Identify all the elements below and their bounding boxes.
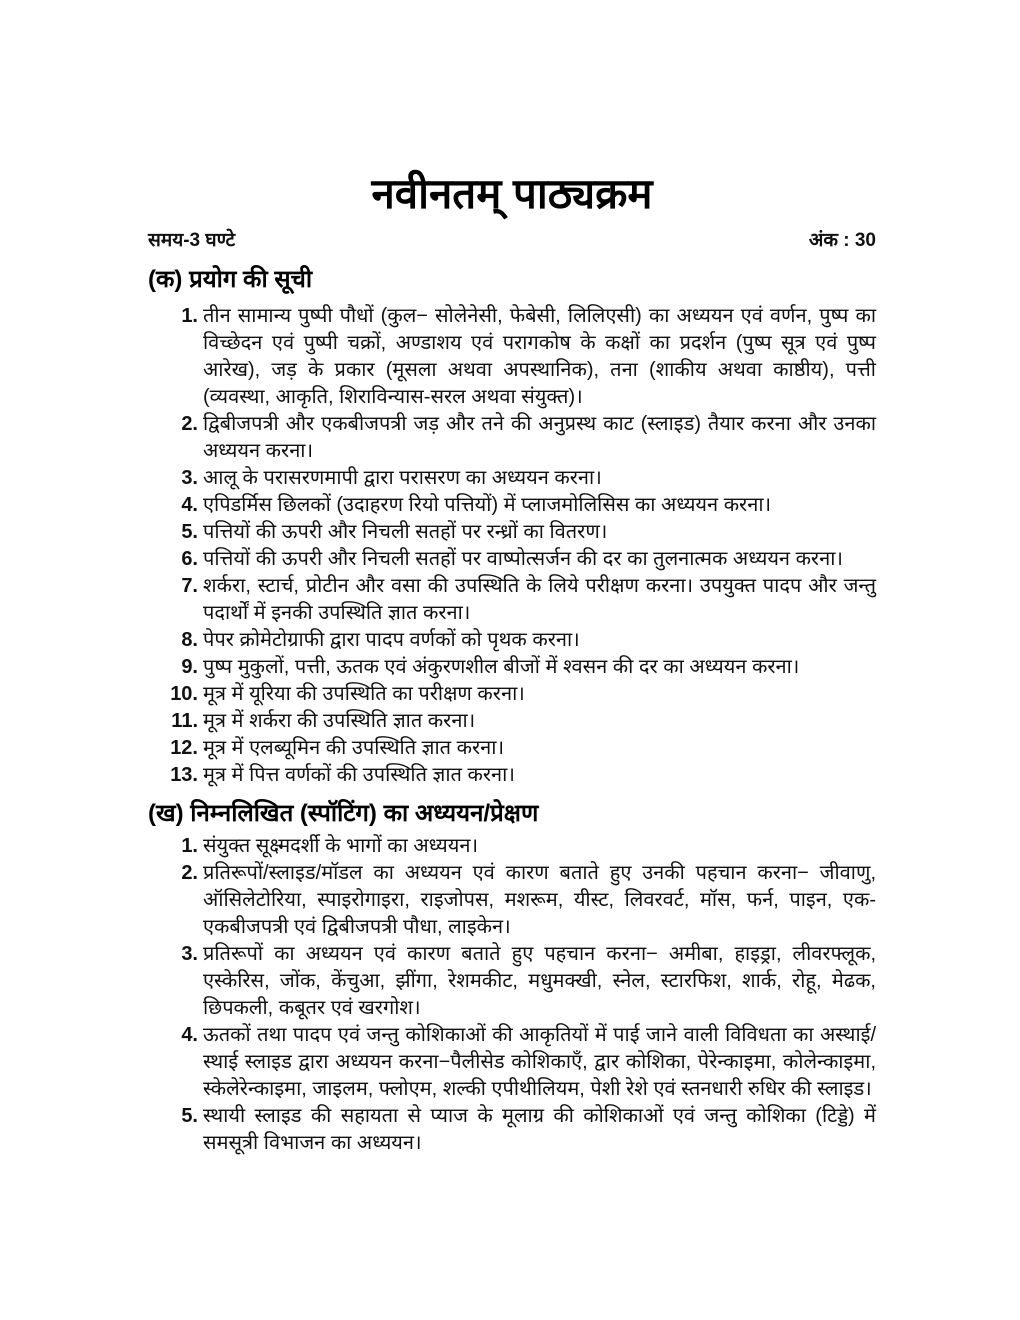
- list-item-text: शर्करा, स्टार्च, प्रोटीन और वसा की उपस्थिति के लिये परीक्षण करना। उपयुक्त पादप और जन्तु पदार्थों में इनकी उपस्थिति ज्ञात करना।: [203, 575, 876, 624]
- list-item-text: स्थायी स्लाइड की सहायता से प्याज के मूलाग्र की कोशिकाओं एवं जन्तु कोशिका (टिड्डे) में समसूत्री विभाजन का अध्ययन।: [203, 1105, 876, 1154]
- list-item: [148, 1022, 876, 1103]
- list-item-number: 13.: [170, 764, 198, 786]
- section-spotting-list: [148, 797, 876, 1157]
- list-item-number: 7.: [181, 575, 198, 597]
- list-item-number: 6.: [181, 548, 198, 570]
- list-item: [148, 465, 876, 492]
- list-item-number: 3.: [181, 467, 198, 489]
- section-experiment-list: [148, 263, 876, 789]
- list-item-number: 4.: [181, 1024, 198, 1046]
- list-item-text: आलू के परासरणमापी द्वारा परासरण का अध्ययन करना।: [203, 467, 602, 489]
- list-item: [148, 708, 876, 735]
- list-item: [148, 860, 876, 941]
- list-item-number: 1.: [181, 835, 198, 857]
- list-item-number: 11.: [171, 710, 198, 732]
- list-item: [148, 654, 876, 681]
- marks-label: अंक : 30: [808, 230, 876, 251]
- list-item: [148, 519, 876, 546]
- list-item-text: एपिडर्मिस छिलकों (उदाहरण रियो पत्तियों) में प्लाजमोलिसिस का अध्ययन करना।: [203, 494, 772, 516]
- list-item-text: ऊतकों तथा पादप एवं जन्तु कोशिकाओं की आकृतियों में पाई जाने वाली विविधता का अस्थाई/स्थाई स्लाइड द्वारा अध्ययन करना−पैलीसेड कोशिकाएँ, द्वार कोशिका, पेरेन्काइमा, कोलेन्काइमा, स्केलेरेन्काइमा, जाइलम, फ्लोएम, शल्की एपीथीलियम, पेशी रेशे एवं स्तनधारी रुधिर की स्लाइड।: [203, 1024, 876, 1100]
- list-item: [148, 411, 876, 465]
- page-title: नवीनतम् पाठ्यक्रम: [371, 170, 653, 217]
- list-item: [148, 492, 876, 519]
- list-item: [148, 573, 876, 627]
- list-item-text: पत्तियों की ऊपरी और निचली सतहों पर वाष्पोत्सर्जन की दर का तुलनात्मक अध्ययन करना।: [203, 548, 843, 570]
- list-item: [148, 303, 876, 411]
- list-item-text: मूत्र में पित्त वर्णकों की उपस्थिति ज्ञात करना।: [203, 764, 515, 786]
- list-item-number: 2.: [181, 413, 198, 435]
- list-item: [148, 681, 876, 708]
- list-item-number: 5.: [181, 521, 198, 543]
- list-item: [148, 1103, 876, 1157]
- list-item-number: 3.: [181, 943, 198, 965]
- list-item-number: 12.: [170, 737, 198, 759]
- list-item-text: मूत्र में यूरिया की उपस्थिति का परीक्षण करना।: [203, 683, 525, 705]
- list-item-text: प्रतिरूपों/स्लाइड/मॉडल का अध्ययन एवं कारण बताते हुए उनकी पहचान करना− जीवाणु, ऑसिलेटोरिया, स्पाइरोगाइरा, राइजोपस, मशरूम, यीस्ट, लिवरवर्ट, मॉस, फर्न, पाइन, एक-एकबीजपत्री एवं द्विबीजपत्री पौधा, लाइकेन।: [203, 862, 876, 938]
- list-item-number: 5.: [181, 1105, 198, 1127]
- list-item: [148, 627, 876, 654]
- list-item-text: पत्तियों की ऊपरी और निचली सतहों पर रन्ध्रों का वितरण।: [203, 521, 608, 543]
- list-item: [148, 762, 876, 789]
- list-item-text: मूत्र में एलब्यूमिन की उपस्थिति ज्ञात करना।: [203, 737, 505, 759]
- time-label: समय-3 घण्टे: [148, 230, 236, 251]
- list-item-text: पुष्प मुकुलों, पत्ती, ऊतक एवं अंकुरणशील बीजों में श्वसन की दर का अध्ययन करना।: [203, 656, 800, 678]
- spotting-list: [148, 833, 876, 1157]
- list-item: [148, 546, 876, 573]
- list-item-text: प्रतिरूपों का अध्ययन एवं कारण बताते हुए पहचान करना− अमीबा, हाइड्रा, लीवरफ्लूक, एस्केरिस, जोंक, केंचुआ, झींगा, रेशमकीट, मधुमक्खी, स्नेल, स्टारफिश, शार्क, रोहू, मेढक, छिपकली, कबूतर एवं खरगोश।: [203, 943, 876, 1019]
- list-item-text: संयुक्त सूक्ष्मदर्शी के भागों का अध्ययन।: [203, 835, 479, 857]
- experiment-list: [148, 303, 876, 789]
- list-item-number: 4.: [181, 494, 198, 516]
- section-heading-spotting: (ख) निम्नलिखित (स्पॉटिंग) का अध्ययन/प्रेक्षण: [148, 800, 539, 827]
- list-item-text: मूत्र में शर्करा की उपस्थिति ज्ञात करना।: [203, 710, 476, 732]
- list-item-number: 10.: [170, 683, 198, 705]
- list-item-number: 2.: [181, 862, 198, 884]
- list-item: [148, 735, 876, 762]
- list-item-number: 9.: [181, 656, 198, 678]
- section-heading-experiments: (क) प्रयोग की सूची: [148, 266, 313, 293]
- list-item-text: तीन सामान्य पुष्पी पौधों (कुल− सोलेनेसी, फेबेसी, लिलिएसी) का अध्ययन एवं वर्णन, पुष्प का विच्छेदन एवं पुष्पी चक्रों, अण्डाशय एवं परागकोष के कक्षों का प्रदर्शन (पुष्प सूत्र एवं पुष्प आरेख), जड़ के प्रकार (मूसला अथवा अपस्थानिक), तना (शाकीय अथवा काष्ठीय), पत्ती (व्यवस्था, आकृति, शिराविन्यास-सरल अथवा संयुक्त)।: [203, 305, 876, 408]
- list-item: [148, 833, 876, 860]
- list-item-number: 1.: [181, 305, 198, 327]
- list-item-text: पेपर क्रोमेटोग्राफी द्वारा पादप वर्णकों को पृथक करना।: [203, 629, 580, 651]
- list-item-text: द्विबीजपत्री और एकबीजपत्री जड़ और तने की अनुप्रस्थ काट (स्लाइड) तैयार करना और उनका अध्ययन करना।: [203, 413, 876, 462]
- list-item-number: 8.: [181, 629, 198, 651]
- list-item: [148, 941, 876, 1022]
- meta-row: [148, 229, 876, 253]
